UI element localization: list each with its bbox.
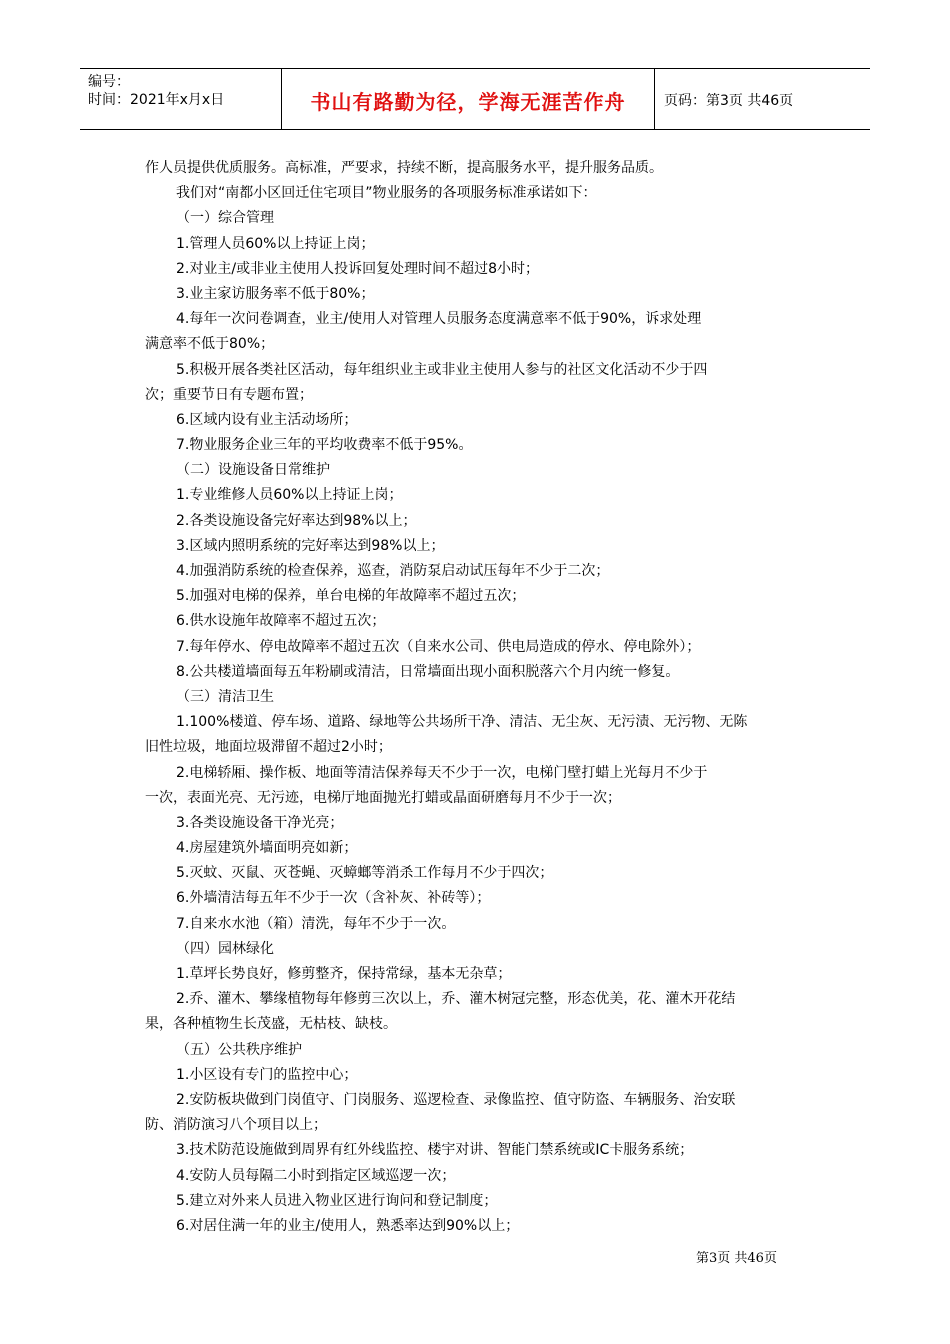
body-text-line: （三）清洁卫生 bbox=[176, 688, 274, 705]
body-text-line: 1.专业维修人员60%以上持证上岗； bbox=[176, 487, 403, 504]
body-text-line: 1.管理人员60%以上持证上岗； bbox=[176, 235, 375, 252]
header-page-number: 页码：第3页 共46页 bbox=[664, 93, 794, 109]
body-text-line: 3.业主家访服务率不低于80%； bbox=[176, 285, 375, 302]
body-text-line: 次；重要节日有专题布置； bbox=[145, 386, 313, 403]
body-text-line: 我们对“南都小区回迁住宅项目”物业服务的各项服务标准承诺如下： bbox=[176, 185, 597, 202]
body-text-line: 7.每年停水、停电故障率不超过五次（自来水公司、供电局造成的停水、停电除外）； bbox=[176, 638, 701, 655]
body-text-line: 果，各种植物生长茂盛，无枯枝、缺枝。 bbox=[145, 1016, 397, 1033]
body-text-line: 旧性垃圾，地面垃圾滞留不超过2小时； bbox=[145, 739, 392, 756]
body-text-line: 1.草坪长势良好，修剪整齐，保持常绿，基本无杂草； bbox=[176, 966, 512, 982]
body-text-line: 6.区域内设有业主活动场所； bbox=[176, 411, 358, 428]
body-text-line: 4.房屋建筑外墙面明亮如新； bbox=[176, 840, 358, 857]
body-text-line: 1.小区设有专门的监控中心； bbox=[176, 1066, 358, 1083]
body-text-line: 8.公共楼道墙面每五年粉刷或清洁，日常墙面出现小面积脱落六个月内统一修复。 bbox=[176, 663, 680, 680]
body-text-line: 防、消防演习八个项目以上； bbox=[145, 1117, 327, 1134]
page-footer: 第3页 共46页 bbox=[696, 1251, 777, 1266]
body-text-line: 6.外墙清洁每五年不少于一次（含补灰、补砖等）； bbox=[176, 890, 491, 907]
body-text-line: 3.各类设施设备干净光亮； bbox=[176, 814, 344, 831]
body-text-line: 2.安防板块做到门岗值守、门岗服务、巡逻检查、录像监控、值守防盗、车辆服务、治安联 bbox=[176, 1091, 736, 1108]
body-text-line: 5.积极开展各类社区活动，每年组织业主或非业主使用人参与的社区文化活动不少于四 bbox=[176, 361, 708, 378]
document-number-label: 编号： bbox=[88, 74, 130, 90]
header-middle-cell bbox=[282, 69, 655, 129]
body-text-line: 4.加强消防系统的检查保养，巡查，消防泵启动试压每年不少于二次； bbox=[176, 563, 610, 579]
document-body bbox=[145, 156, 807, 1239]
document-date-label: 时间：2021年x月x日 bbox=[88, 92, 225, 108]
body-text-line: 5.灭蚊、灭鼠、灭苍蝇、灭蟑螂等消杀工作每月不少于四次； bbox=[176, 865, 554, 882]
body-text-line: 2.各类设施设备完好率达到98%以上； bbox=[176, 512, 417, 529]
body-text-line: 1.100%楼道、停车场、道路、绿地等公共场所干净、清洁、无尘灰、无污渍、无污物、无陈 bbox=[176, 714, 748, 731]
body-text-line: （一）综合管理 bbox=[176, 210, 274, 227]
body-text-line: 5.建立对外来人员进入物业区进行询问和登记制度； bbox=[176, 1192, 498, 1209]
header-right-cell bbox=[655, 69, 870, 129]
page-header bbox=[80, 68, 870, 130]
body-text-line: （五）公共秩序维护 bbox=[176, 1041, 302, 1058]
body-text-line: 3.技术防范设施做到周界有红外线监控、楼宇对讲、智能门禁系统或IC卡服务系统； bbox=[176, 1142, 694, 1159]
body-text-line: 3.区域内照明系统的完好率达到98%以上； bbox=[176, 537, 445, 554]
body-text-line: 4.安防人员每隔二小时到指定区域巡逻一次； bbox=[176, 1167, 456, 1184]
body-text-line: 2.电梯轿厢、操作板、地面等清洁保养每天不少于一次，电梯门壁打蜡上光每月不少于 bbox=[176, 764, 708, 781]
body-text-line: 满意率不低于80%； bbox=[145, 336, 275, 353]
body-text-line: 4.每年一次问卷调查，业主/使用人对管理人员服务态度满意率不低于90%，诉求处理 bbox=[176, 311, 702, 328]
body-text-line: 7.自来水水池（箱）清洗，每年不少于一次。 bbox=[176, 915, 456, 932]
body-text-line: 作人员提供优质服务。高标准，严要求，持续不断，提高服务水平，提升服务品质。 bbox=[145, 160, 663, 176]
body-text-line: （二）设施设备日常维护 bbox=[176, 462, 330, 479]
body-text-line: （四）园林绿化 bbox=[176, 940, 274, 957]
header-motto: 书山有路勤为径，学海无涯苦作舟 bbox=[310, 90, 626, 114]
body-text-line: 5.加强对电梯的保养，单台电梯的年故障率不超过五次； bbox=[176, 588, 526, 605]
body-text-line: 2.对业主/或非业主使用人投诉回复处理时间不超过8小时； bbox=[176, 260, 539, 277]
body-text-line: 2.乔、灌木、攀缘植物每年修剪三次以上，乔、灌木树冠完整，形态优美，花、灌木开花结 bbox=[176, 991, 736, 1008]
body-text-line: 7.物业服务企业三年的平均收费率不低于95%。 bbox=[176, 437, 473, 454]
body-text-line: 6.对居住满一年的业主/使用人，熟悉率达到90%以上； bbox=[176, 1217, 520, 1234]
body-text-line: 6.供水设施年故障率不超过五次； bbox=[176, 613, 386, 630]
body-text-line: 一次，表面光亮、无污迹，电梯厅地面抛光打蜡或晶面研磨每月不少于一次； bbox=[145, 789, 621, 806]
header-left-cell bbox=[80, 69, 282, 129]
